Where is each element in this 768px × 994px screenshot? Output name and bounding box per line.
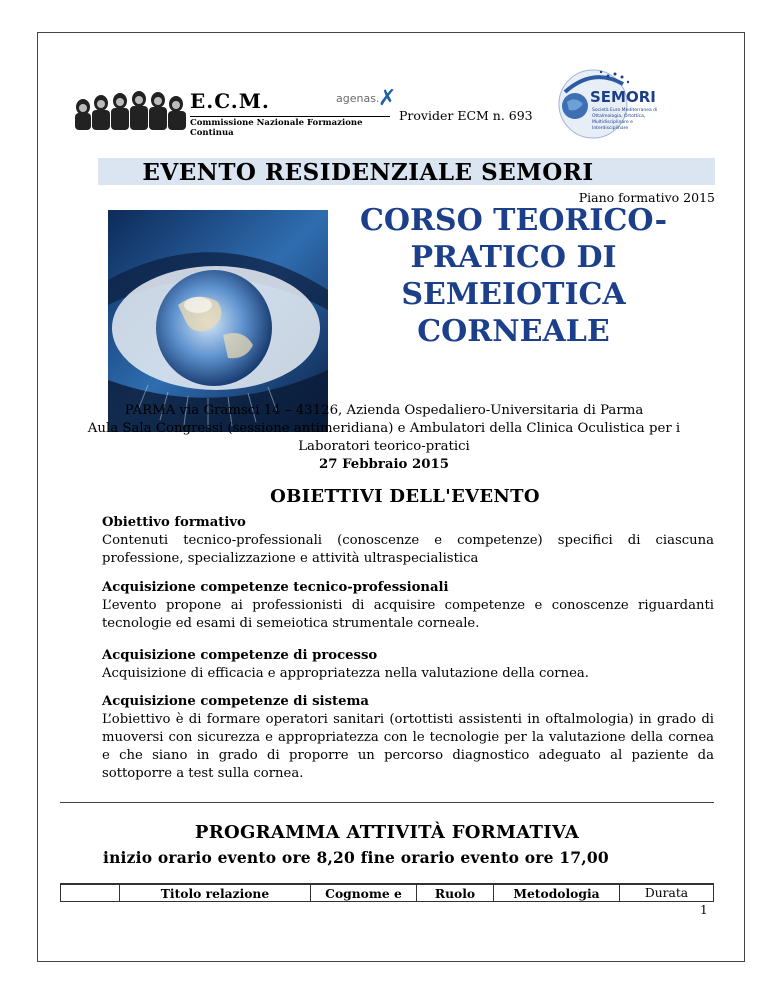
objective-section: [102, 693, 714, 783]
location-block: [60, 402, 708, 474]
event-hours: inizio orario evento ore 8,20 fine orario evento ore 17,00: [103, 848, 609, 867]
objective-title: Acquisizione competenze di processo: [102, 648, 378, 663]
course-title-line: PRATICO DI: [410, 240, 617, 275]
course-title-line: CORSO TEORICO-: [359, 203, 668, 238]
page-number: 1: [700, 903, 708, 917]
table-header-cell: Metodologia: [493, 885, 619, 902]
objective-title: Acquisizione competenze tecnico-professionali: [102, 580, 449, 595]
table-header-cell: Cognome e: [310, 885, 416, 902]
location-line: Aula Sala Congressi (sessione antimeridiana) e Ambulatori della Clinica Oculistica per i: [87, 421, 681, 436]
event-title: EVENTO RESIDENZIALE SEMORI: [142, 159, 594, 186]
objective-section: [102, 647, 714, 683]
semori-logo-text: SEMORI: [590, 88, 656, 106]
table-header-cell: [61, 885, 119, 902]
objective-text: Acquisizione di efficacia e appropriatezza nella valutazione della cornea.: [102, 666, 589, 681]
agenas-logo-icon: ✗: [378, 86, 397, 111]
objective-text: L’evento propone ai professionisti di acquisire competenze e conoscenze riguardanti tecnologie ed esami di semeiotica strumentale corneale.: [102, 598, 714, 631]
ecm-people-logo: [73, 85, 188, 130]
objective-text: L’obiettivo è di formare operatori sanitari (ortottisti assistenti in oftalmologia) in grado di muoversi con sicurezza e appropriatezza con le tecnologie per la valutazione della cornea e che siano in grado di proporre un percorso diagnostico adeguato al paziente da sottoporre a test sulla cornea.: [102, 712, 714, 781]
course-title-line: CORNEALE: [417, 314, 610, 349]
ecm-title: E.C.M.: [190, 89, 270, 113]
objective-title: Obiettivo formativo: [102, 515, 246, 530]
table-header-cell: Titolo relazione: [119, 885, 310, 902]
program-heading: PROGRAMMA ATTIVITÀ FORMATIVA: [194, 822, 580, 843]
objective-title: Acquisizione competenze di sistema: [102, 694, 369, 709]
provider-text: Provider ECM n. 693: [399, 108, 533, 123]
objectives-heading: OBIETTIVI DELL'EVENTO: [270, 486, 540, 507]
agenas-logo-text: agenas.: [336, 92, 380, 105]
objective-text: Contenuti tecnico-professionali (conoscenze e competenze) specifici di ciascuna professione, specializzazione e attività ultraspecialistica: [102, 533, 714, 566]
course-title: [357, 202, 670, 350]
program-table-header: [60, 883, 714, 902]
table-header-cell: Durata: [619, 885, 713, 902]
semori-logo-subtext: Società Euro Mediterranea di Ottalmologia, Ortottica, Multidisciplinare e Interdisciplinare: [592, 108, 658, 131]
objective-section: [102, 579, 714, 633]
ecm-subtitle: Commissione Nazionale Formazione Continua: [190, 116, 390, 138]
objective-section: [102, 514, 714, 568]
location-line: PARMA via Gramsci 14 – 43126, Azienda Ospedaliero-Universitaria di Parma: [124, 403, 644, 418]
location-line: Laboratori teorico-pratici: [298, 439, 470, 454]
event-date: 27 Febbraio 2015: [318, 457, 450, 472]
course-title-line: SEMEIOTICA: [401, 277, 626, 312]
divider: [60, 802, 714, 803]
eye-globe-image: [108, 210, 328, 432]
piano-formativo: Piano formativo 2015: [578, 190, 715, 205]
table-header-cell: Ruolo: [416, 885, 493, 902]
